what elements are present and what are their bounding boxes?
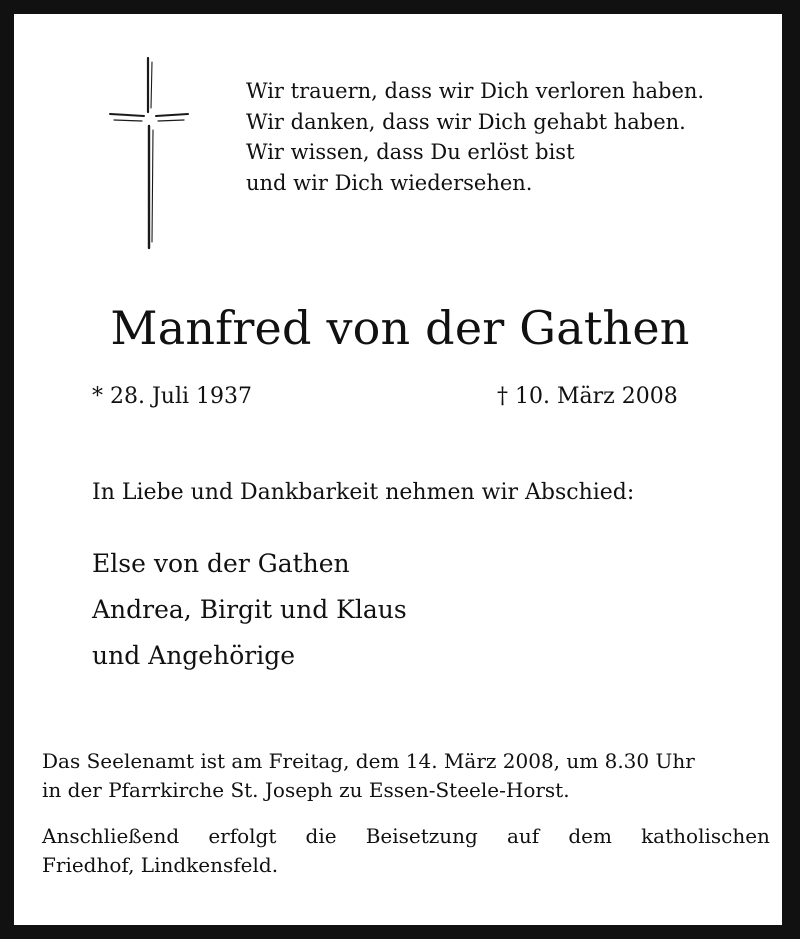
verse-line: Wir trauern, dass wir Dich verloren haben. <box>246 79 705 103</box>
verse-line: Wir wissen, dass Du erlöst bist <box>246 140 575 164</box>
verse-line: und wir Dich wiedersehen. <box>246 170 533 195</box>
birth-date: * 28. Juli 1937 <box>92 384 253 409</box>
mourner: und Angehörige <box>92 641 296 670</box>
death-date: † 10. März 2008 <box>497 384 678 409</box>
mass-line: in der Pfarrkirche St. Joseph zu Essen-Steele-Horst. <box>42 778 570 802</box>
burial-word: auf <box>506 824 540 848</box>
cross-icon <box>108 56 190 250</box>
burial-word: Anschließend <box>42 824 180 848</box>
burial-line: Friedhof, Lindkensfeld. <box>42 853 279 877</box>
burial-word: erfolgt <box>208 824 277 848</box>
memorial-verse <box>246 76 766 198</box>
verse-line: Wir danken, dass wir Dich gehabt haben. <box>246 109 686 134</box>
burial-word: die <box>305 824 337 848</box>
farewell-intro: In Liebe und Dankbarkeit nehmen wir Abschied: <box>92 480 635 505</box>
burial-word: Beisetzung <box>365 824 478 848</box>
mass-line: Das Seelenamt ist am Freitag, dem 14. März 2008, um 8.30 Uhr <box>42 749 695 773</box>
mourners-list <box>92 541 407 679</box>
burial-line <box>42 822 770 851</box>
burial-word: dem <box>568 824 612 848</box>
requiem-mass-info <box>42 747 770 805</box>
deceased-name: Manfred von der Gathen <box>110 301 690 355</box>
burial-word: katholischen <box>641 824 770 848</box>
mourner: Else von der Gathen <box>92 549 350 578</box>
burial-info <box>42 822 770 880</box>
mourner: Andrea, Birgit und Klaus <box>92 595 407 624</box>
